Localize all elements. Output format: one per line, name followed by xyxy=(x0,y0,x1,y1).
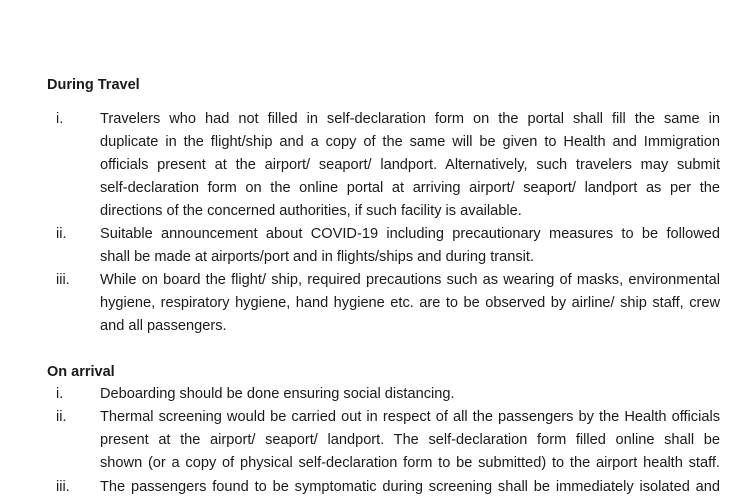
item-number: iii. xyxy=(56,479,70,495)
section-heading-on-arrival: On arrival xyxy=(47,364,115,380)
text-line: hygiene, respiratory hygiene, hand hygiene etc. are to be observed by airline/ ship staff, crew xyxy=(100,295,720,311)
text-line: and all passengers. xyxy=(100,318,227,334)
text-line: Travelers who had not filled in self-declaration form on the portal shall fill the same in xyxy=(100,111,720,127)
text-line: Deboarding should be done ensuring social distancing. xyxy=(100,386,455,402)
text-line: present at the airport/ seaport/ landport. The self-declaration form filled online shall be xyxy=(100,432,720,448)
text-line: The passengers found to be symptomatic during screening shall be immediately isolated and xyxy=(100,479,720,495)
text-line: While on board the flight/ ship, required precautions such as wearing of masks, environmental xyxy=(100,272,720,288)
item-number: ii. xyxy=(56,226,67,242)
text-line: Suitable announcement about COVID-19 including precautionary measures to be followed xyxy=(100,226,720,242)
clipped-list-item xyxy=(0,476,741,496)
item-text xyxy=(100,108,720,223)
item-text xyxy=(100,406,720,475)
item-number: i. xyxy=(56,386,64,402)
text-line: officials present at the airport/ seaport/ landport. Alternatively, such travelers may submit xyxy=(100,157,720,173)
text-line: duplicate in the flight/ship and a copy of the same will be given to Health and Immigration xyxy=(100,134,720,150)
text-line: Thermal screening would be carried out in respect of all the passengers by the Health officials xyxy=(100,409,720,425)
item-number: ii. xyxy=(56,409,67,425)
item-text xyxy=(100,223,720,269)
text-line: directions of the concerned authorities, if such facility is available. xyxy=(100,203,522,219)
item-text xyxy=(100,383,720,406)
text-line: shall be made at airports/port and in flights/ships and during transit. xyxy=(100,249,535,265)
item-text xyxy=(100,476,720,496)
item-text xyxy=(100,269,720,338)
item-number: i. xyxy=(56,111,64,127)
text-line: self-declaration form on the online portal at arriving airport/ seaport/ landport as per the xyxy=(100,180,720,196)
text-line: shown (or a copy of physical self-declaration form to be submitted) to the airport health staff. xyxy=(100,455,720,471)
section-heading-during-travel: During Travel xyxy=(47,77,140,93)
item-number: iii. xyxy=(56,272,70,288)
